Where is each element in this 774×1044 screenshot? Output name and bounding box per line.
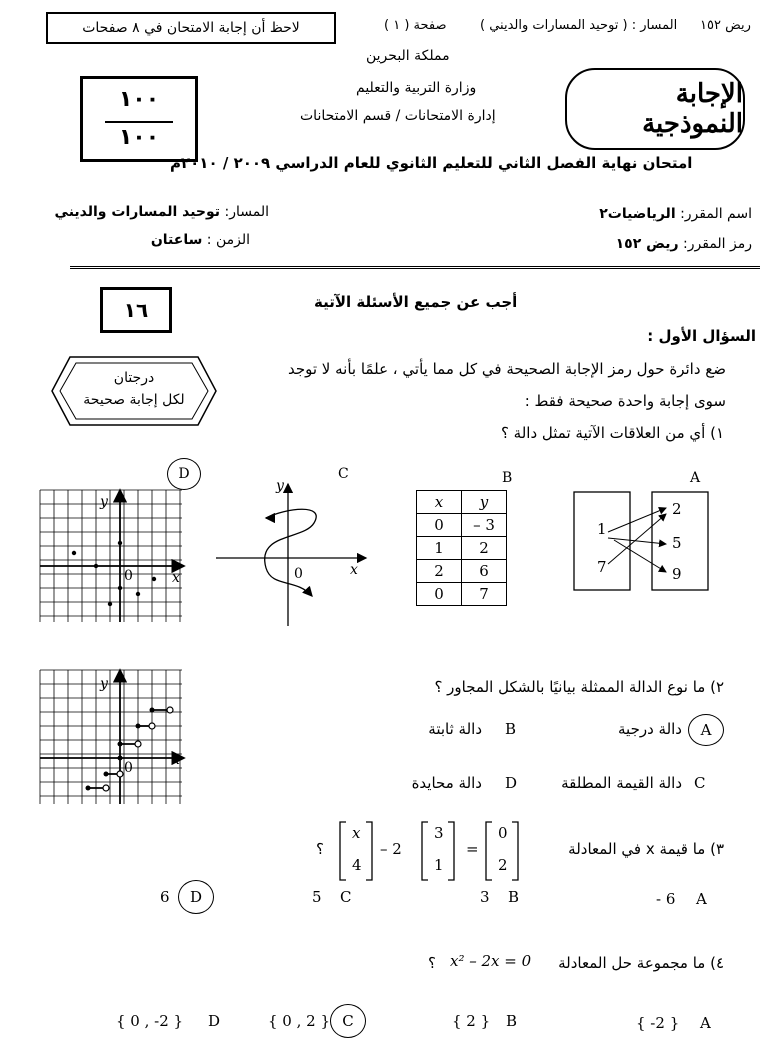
sub4-option-b-value: { 2 } [452, 1012, 491, 1030]
course-code: ريض ١٥٢ [615, 236, 679, 252]
sub2-question: ٢) ما نوع الدالة الممثلة بيانيًا بالشكل المجاور ؟ [434, 678, 724, 696]
sub4-qmark: ؟ [428, 954, 436, 972]
sub4-option-d-letter: D [208, 1012, 221, 1030]
q1-intro-line2: سوى إجابة واحدة صحيحة فقط : [524, 392, 726, 410]
sub1-label-c: C [338, 466, 349, 482]
sub3-option-a-value: - 6 [656, 890, 676, 908]
sub3-option-c-letter: C [340, 888, 352, 906]
org-kingdom: مملكة البحرين [366, 48, 450, 64]
header-track: المسار : ( توحيد المسارات والديني ) [480, 18, 678, 33]
sub4-option-d-value: { 0 , -2 } [116, 1012, 184, 1030]
sub3-qmark: ؟ [316, 840, 324, 858]
score-box [80, 76, 198, 162]
sub4-option-c-value: { 0 , 2 } [268, 1012, 331, 1030]
step-axis-y: y [100, 676, 108, 692]
score-divider [105, 121, 173, 123]
time-row [151, 232, 250, 248]
mapping-domain-1: 1 [597, 520, 607, 538]
instruction: أجب عن جميع الأسئلة الآتية [314, 293, 518, 311]
sub3-option-c-value: 5 [312, 888, 322, 906]
mapping-range-2: 2 [672, 500, 682, 518]
org-ministry: وزارة التربية والتعليم [356, 80, 477, 96]
matrix2-top: 3 [434, 824, 444, 842]
q1-title: السؤال الأول : [647, 327, 756, 345]
table-cell: 0 [417, 514, 462, 537]
sub1-label-d: D [178, 466, 190, 482]
minus-two: – 2 [380, 840, 402, 858]
sub2-option-a-letter: A [700, 721, 712, 739]
relation-table [416, 490, 507, 606]
table-cell: 2 [417, 560, 462, 583]
table-cell: 6 [462, 560, 507, 583]
sub4-option-b-letter: B [506, 1012, 518, 1030]
points-origin: 0 [124, 568, 133, 584]
sub1-label-b: B [502, 470, 513, 486]
sub4-option-c-circled [330, 1004, 366, 1038]
table-row [417, 491, 507, 514]
sub2-option-d-letter: D [505, 774, 518, 792]
q1-intro-line1: ضع دائرة حول رمز الإجابة الصحيحة في كل مما يأتي ، علمًا بأنه لا توجد [287, 360, 726, 378]
table-cell: 2 [462, 537, 507, 560]
sub2-option-a-circled [688, 714, 724, 746]
sub3-option-d-value: 6 [160, 888, 170, 906]
mapping-range-5: 5 [672, 534, 682, 552]
time-label: الزمن : [206, 232, 250, 248]
step-graph [36, 666, 186, 808]
track-row [55, 204, 269, 220]
step-axis-x: x [172, 752, 180, 768]
table-cell: 0 [417, 583, 462, 606]
marks-note-line1: درجتان [113, 370, 155, 386]
header-page: صفحة ( ١ ) [384, 18, 447, 33]
org-dept: إدارة الامتحانات / قسم الامتحانات [300, 108, 496, 124]
table-row [417, 560, 507, 583]
track-label: المسار: [224, 204, 269, 220]
marks-note-badge [50, 355, 218, 427]
sub4-question: ٤) ما مجموعة حل المعادلة [558, 954, 724, 972]
model-answer-stamp [565, 68, 745, 150]
pages-note: لاحظ أن إجابة الامتحان في ٨ صفحات [82, 20, 300, 36]
curve-axis-y: y [276, 478, 284, 494]
equals-sign: = [466, 840, 479, 858]
sub3-question: ٣) ما قيمة x في المعادلة [568, 840, 724, 858]
table-header-y: y [462, 491, 507, 514]
mapping-domain-7: 7 [597, 558, 607, 576]
sub4-equation: x² – 2x = 0 [450, 952, 532, 970]
sub4-option-c-letter: C [342, 1012, 354, 1030]
course-name-label: اسم المقرر: [680, 206, 752, 222]
sub3-option-b-letter: B [508, 888, 520, 906]
exam-title: امتحان نهاية الفصل الثاني للتعليم الثانوي للعام الدراسي ٢٠٠٩ / ٢٠١٠م [170, 154, 693, 172]
sub2-option-c-text: دالة القيمة المطلقة [561, 774, 682, 792]
sub2-option-b-letter: B [505, 720, 517, 738]
model-answer-text: الإجابة النموذجية [642, 79, 743, 139]
sub4-option-a-value: { -2 } [636, 1014, 680, 1032]
time-value: ساعتان [150, 232, 203, 248]
sub3-option-d-letter: D [189, 888, 203, 906]
mapping-diagram [570, 488, 720, 594]
curve-axis-x: x [350, 562, 358, 578]
sub2-option-a-text: دالة درجية [618, 720, 682, 738]
table-row [417, 537, 507, 560]
score-bottom: ١٠٠ [118, 125, 160, 150]
table-cell: 7 [462, 583, 507, 606]
curve-origin: 0 [294, 566, 303, 582]
matrix3-bottom: 2 [498, 856, 508, 874]
step-origin: 0 [124, 760, 133, 776]
mapping-range-9: 9 [672, 565, 682, 583]
sub3-option-d-circled [178, 880, 214, 914]
sub2-option-d-text: دالة محايدة [411, 774, 482, 792]
course-name-row [599, 206, 752, 222]
curve-graph [216, 478, 372, 630]
sub3-option-a-letter: A [696, 890, 707, 908]
matrix1-bottom: 4 [352, 856, 362, 874]
sub4-option-a-letter: A [700, 1014, 711, 1032]
track-value: توحيد المسارات والديني [54, 204, 221, 220]
table-cell: – 3 [462, 514, 507, 537]
q1-points-box [100, 287, 172, 333]
matrix3-top: 0 [498, 824, 508, 842]
course-name: الرياضيات٢ [599, 206, 676, 222]
marks-note-line2: لكل إجابة صحيحة [83, 392, 185, 408]
score-top: ١٠٠ [118, 87, 160, 112]
matrix-equation [316, 818, 546, 884]
points-axis-x: x [172, 570, 180, 586]
pages-note-box [46, 12, 336, 44]
matrix1-top: x [352, 824, 361, 842]
matrix-brackets [316, 818, 546, 884]
header-course-code: ريض ١٥٢ [700, 18, 751, 33]
sub1-label-a: A [690, 470, 701, 486]
points-axis-y: y [100, 494, 108, 510]
matrix2-bottom: 1 [434, 856, 444, 874]
course-code-row [616, 236, 752, 252]
table-header-x: x [417, 491, 462, 514]
course-code-label: رمز المقرر: [683, 236, 752, 252]
sub2-option-c-letter: C [694, 774, 706, 792]
sub2-option-b-text: دالة ثابتة [428, 720, 482, 738]
separator-line [70, 266, 760, 269]
q1-points: ١٦ [123, 298, 149, 322]
sub3-option-b-value: 3 [480, 888, 490, 906]
points-graph [36, 486, 186, 626]
sub1-question: ١) أي من العلاقات الآتية تمثل دالة ؟ [500, 424, 724, 442]
table-cell: 1 [417, 537, 462, 560]
table-row [417, 514, 507, 537]
table-row [417, 583, 507, 606]
